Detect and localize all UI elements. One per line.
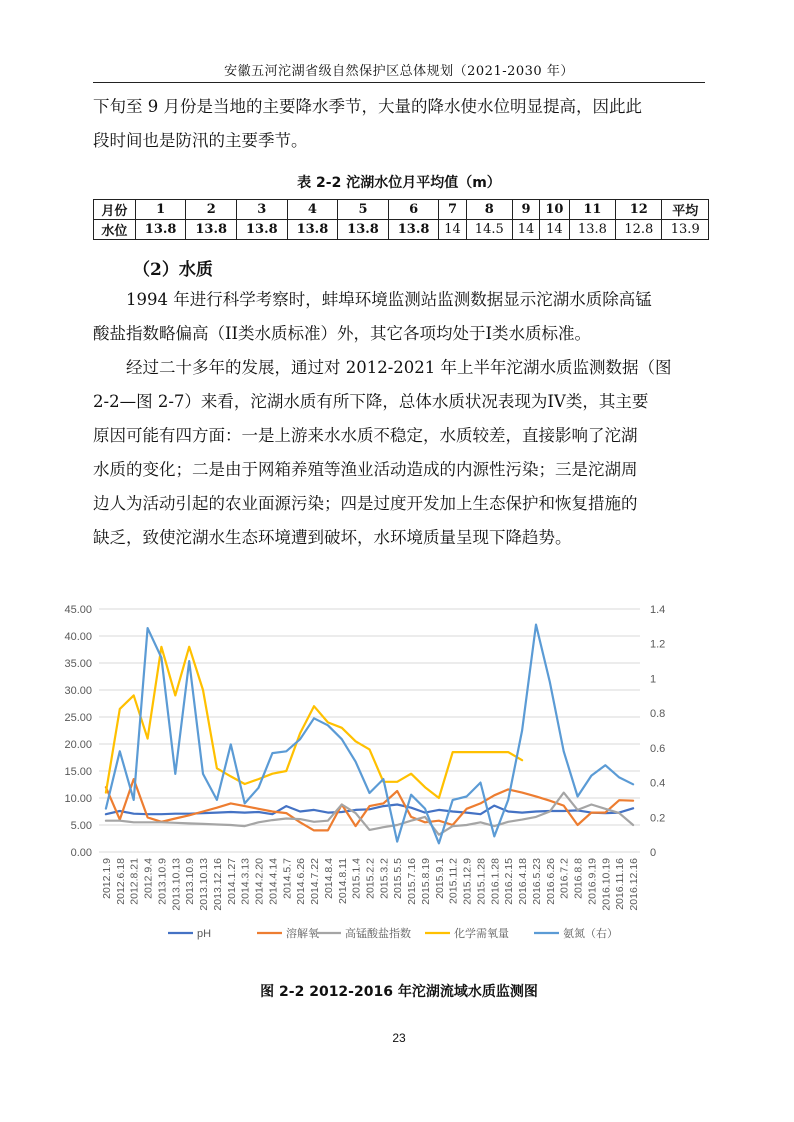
- right-tick-label: 0.2: [650, 812, 666, 825]
- text-line: 2-2—图 2-7）来看，沱湖水质有所下降，总体水质状况表现为IV类，其主要: [93, 392, 649, 411]
- text-line: 下旬至 9 月份是当地的主要降水季节，大量的降水使水位明显提高，因此此: [93, 97, 642, 116]
- table-cell: 13.8: [569, 220, 615, 240]
- table-cell: 12.8: [616, 220, 662, 240]
- x-axis-ticks: [101, 858, 640, 911]
- table-cell: 11: [569, 200, 615, 220]
- x-tick-label: 2016.10.19: [600, 858, 613, 911]
- intro-paragraph: [93, 90, 707, 158]
- text-line: 缺乏，致使沱湖水生态环境遭到破坏，水环境质量呈现下降趋势。: [93, 528, 572, 547]
- x-tick-label: 2015.11.2: [447, 858, 460, 904]
- table-cell: 平均: [662, 200, 709, 220]
- section-heading: （2）水质: [133, 260, 213, 280]
- text-line: 酸盐指数略偏高（II类水质标准）外，其它各项均处于I类水质标准。: [93, 324, 592, 343]
- text-line: 原因可能有四方面：一是上游来水水质不稳定，水质较差，直接影响了沱湖: [93, 426, 638, 445]
- table-cell: 9: [512, 200, 539, 220]
- x-tick-label: 2014.1.27: [225, 858, 238, 905]
- x-tick-label: 2014.3.13: [239, 858, 252, 905]
- right-tick-label: 0.4: [650, 777, 666, 790]
- left-tick-label: 30.00: [64, 685, 92, 697]
- text-line: 水质的变化；二是由于网箱养殖等渔业活动造成的内源性污染；三是沱湖周: [93, 460, 638, 479]
- table-row: [94, 200, 709, 220]
- left-tick-label: 0.00: [70, 847, 92, 859]
- x-tick-label: 2014.8.4: [322, 858, 335, 899]
- paragraph-1: [93, 283, 707, 351]
- right-tick-label: 1.4: [650, 604, 666, 616]
- left-tick-label: 35.00: [64, 658, 92, 670]
- left-tick-label: 5.00: [70, 820, 92, 832]
- text-line: 段时间也是防汛的主要季节。: [93, 131, 308, 150]
- x-tick-label: 2016.8.8: [572, 858, 585, 899]
- table-caption: 表 2-2 沱湖水位月平均值（m）: [297, 175, 501, 191]
- left-tick-label: 15.00: [64, 766, 92, 778]
- table-cell: 13.8: [135, 220, 186, 240]
- table-cell: 14: [512, 220, 539, 240]
- table-cell: 6: [388, 200, 439, 220]
- x-tick-label: 2016.2.15: [503, 858, 516, 905]
- legend-label: 氨氮（右）: [563, 928, 618, 940]
- table-cell: 13.8: [186, 220, 237, 240]
- table-cell: 13.9: [662, 220, 709, 240]
- table-cell: 14: [439, 220, 466, 240]
- x-tick-label: 2015.9.1: [433, 858, 446, 899]
- x-tick-label: 2013.10.9: [156, 858, 169, 905]
- water-quality-chart: [20, 596, 720, 956]
- page-number: 23: [392, 1031, 406, 1045]
- right-axis-ticks: [650, 604, 665, 859]
- x-tick-label: 2012.1.9: [100, 858, 113, 899]
- x-tick-label: 2015.2.2: [364, 858, 377, 899]
- x-tick-label: 2015.5.5: [392, 858, 405, 899]
- running-header: 安徽五河沱湖省级自然保护区总体规划（2021-2030 年）: [224, 64, 574, 79]
- right-tick-label: 0: [650, 847, 657, 859]
- x-tick-label: 2016.9.19: [586, 858, 599, 905]
- table-cell: 14: [540, 220, 570, 240]
- legend-label: pH: [197, 928, 212, 940]
- x-tick-label: 2016.1.28: [489, 858, 502, 905]
- chart-legend: [168, 926, 618, 940]
- left-tick-label: 25.00: [64, 712, 92, 724]
- table-cell: 8: [466, 200, 512, 220]
- figure-caption: 图 2-2 2012-2016 年沱湖流域水质监测图: [260, 984, 538, 1000]
- text-line: 1994 年进行科学考察时，蚌埠环境监测站监测数据显示沱湖水质除高锰: [126, 290, 652, 309]
- left-tick-label: 45.00: [64, 604, 92, 616]
- paragraph-2: [93, 351, 707, 555]
- x-tick-label: 2014.8.11: [336, 858, 349, 904]
- chart-series: [106, 625, 633, 844]
- x-tick-label: 2016.4.18: [517, 858, 530, 905]
- x-tick-label: 2016.5.23: [530, 858, 543, 905]
- x-tick-label: 2013.10.13: [198, 858, 211, 911]
- x-tick-label: 2015.1.28: [475, 858, 488, 905]
- left-tick-label: 40.00: [64, 631, 92, 643]
- x-tick-label: 2014.2.20: [253, 858, 266, 905]
- legend-label: 高锰酸盐指数: [345, 928, 411, 940]
- left-tick-label: 20.00: [64, 739, 92, 751]
- legend-label: 化学需氧量: [454, 928, 509, 940]
- x-tick-label: 2016.6.26: [544, 858, 557, 905]
- table-cell: 月份: [94, 200, 136, 220]
- table-cell: 13.8: [287, 220, 338, 240]
- x-tick-label: 2014.4.14: [267, 858, 280, 905]
- x-tick-label: 2013.10.9: [184, 858, 197, 905]
- x-tick-label: 2016.12.16: [628, 858, 641, 911]
- table-cell: 5: [338, 200, 389, 220]
- right-tick-label: 0.6: [650, 742, 666, 755]
- table-row: [94, 220, 709, 240]
- x-tick-label: 2012.6.18: [114, 858, 127, 905]
- x-tick-label: 2015.8.19: [419, 858, 432, 905]
- x-tick-label: 2014.7.22: [309, 858, 322, 905]
- table-cell: 3: [237, 200, 288, 220]
- x-tick-label: 2014.5.7: [281, 858, 294, 899]
- table-cell: 10: [540, 200, 570, 220]
- table-cell: 12: [616, 200, 662, 220]
- table-cell: 14.5: [466, 220, 512, 240]
- x-tick-label: 2014.6.26: [295, 858, 308, 905]
- text-line: 经过二十多年的发展，通过对 2012-2021 年上半年沱湖水质监测数据（图: [126, 358, 672, 377]
- text-line: 边人为活动引起的农业面源污染；四是过度开发加上生态保护和恢复措施的: [93, 494, 638, 513]
- table-cell: 水位: [94, 220, 136, 240]
- x-tick-label: 2016.11.16: [614, 858, 627, 910]
- x-tick-label: 2013.12.16: [211, 858, 224, 911]
- table-cell: 13.8: [338, 220, 389, 240]
- x-tick-label: 2012.8.21: [128, 858, 141, 905]
- table-cell: 13.8: [237, 220, 288, 240]
- x-tick-label: 2013.10.13: [170, 858, 183, 911]
- table-cell: 4: [287, 200, 338, 220]
- header-rule: [93, 82, 705, 83]
- x-tick-label: 2015.12.9: [461, 858, 474, 905]
- water-level-table: [93, 199, 709, 240]
- table-cell: 1: [135, 200, 186, 220]
- x-tick-label: 2015.1.4: [350, 858, 363, 899]
- left-tick-label: 10.00: [64, 793, 92, 805]
- x-tick-label: 2012.9.4: [142, 858, 155, 899]
- right-tick-label: 0.8: [650, 708, 666, 721]
- right-tick-label: 1: [650, 673, 657, 686]
- x-tick-label: 2016.7.2: [558, 858, 571, 899]
- x-tick-label: 2015.3.2: [378, 858, 391, 899]
- left-axis-ticks: [64, 604, 92, 859]
- legend-label: 溶解氧: [286, 928, 319, 940]
- table-cell: 2: [186, 200, 237, 220]
- x-tick-label: 2015.7.16: [406, 858, 419, 905]
- table-cell: 7: [439, 200, 466, 220]
- right-tick-label: 1.2: [650, 638, 666, 651]
- table-cell: 13.8: [388, 220, 439, 240]
